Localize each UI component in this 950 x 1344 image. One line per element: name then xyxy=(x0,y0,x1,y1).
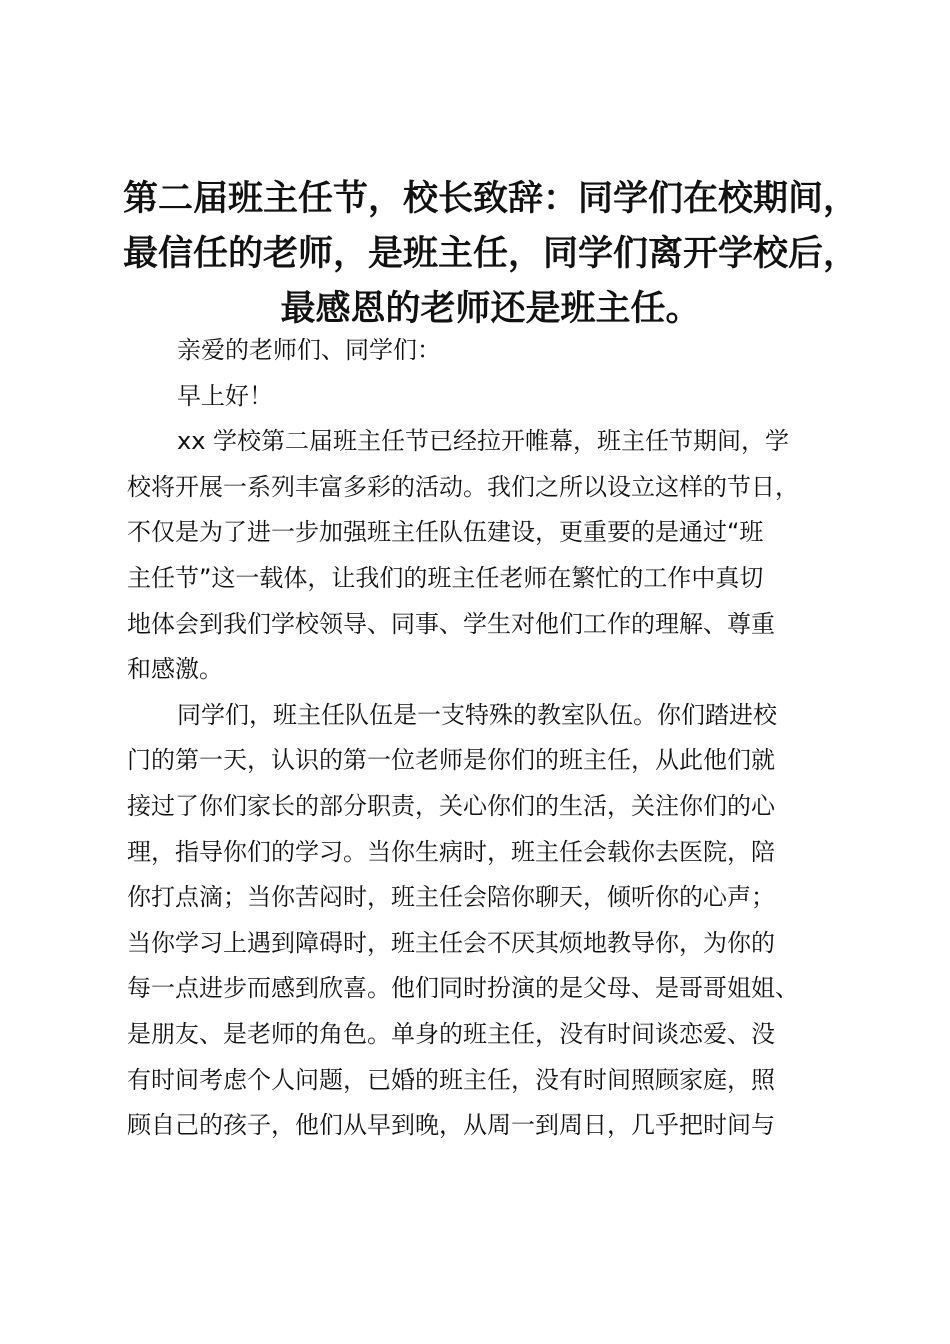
body-line: 地体会到我们学校领导、同事、学生对他们工作的理解、尊重 xyxy=(127,609,775,638)
document-body xyxy=(127,328,839,1149)
body-line: 和感激。 xyxy=(127,655,223,684)
body-line: 主任节”这一载体，让我们的班主任老师在繁忙的工作中真切 xyxy=(127,563,764,592)
body-line: 不仅是为了进一步加强班主任队伍建设，更重要的是通过“班 xyxy=(127,518,764,547)
body-line: 是朋友、是老师的角色。单身的班主任，没有时间谈恋爱、没 xyxy=(127,1019,775,1048)
body-line: 同学们，班主任队伍是一支特殊的教室队伍。你们踏进校 xyxy=(177,700,777,729)
body-line: 门的第一天，认识的第一位老师是你们的班主任，从此他们就 xyxy=(127,746,775,775)
body-line: 接过了你们家长的部分职责，关心你们的生活，关注你们的心 xyxy=(127,791,775,820)
title-line: 最信任的老师，是班主任，同学们离开学校后， xyxy=(122,234,858,274)
body-line: 理，指导你们的学习。当你生病时，班主任会载你去医院，陪 xyxy=(127,837,775,866)
body-line: 当你学习上遇到障碍时，班主任会不厌其烦地教导你，为你的 xyxy=(127,928,775,957)
body-line: 你打点滴；当你苦闷时，班主任会陪你聊天，倾听你的心声； xyxy=(127,883,775,912)
document-title xyxy=(118,172,863,337)
body-line: 有时间考虑个人问题，已婚的班主任，没有时间照顾家庭，照 xyxy=(127,1065,775,1094)
body-line: 亲爱的老师们、同学们： xyxy=(177,336,441,364)
title-line: 最感恩的老师还是班主任。 xyxy=(280,289,701,329)
body-line: 早上好！ xyxy=(177,381,273,410)
title-line: 第二届班主任节，校长致辞：同学们在校期间， xyxy=(122,179,858,219)
body-line: 校将开展一系列丰富多彩的活动。我们之所以设立这样的节日， xyxy=(127,472,799,501)
body-line: 每一点进步而感到欣喜。他们同时扮演的是父母、是哥哥姐姐、 xyxy=(127,974,799,1003)
body-line: 顾自己的孩子，他们从早到晚，从周一到周日，几乎把时间与 xyxy=(127,1111,775,1140)
body-line: xx 学校第二届班主任节已经拉开帷幕，班主任节期间，学 xyxy=(177,427,790,456)
